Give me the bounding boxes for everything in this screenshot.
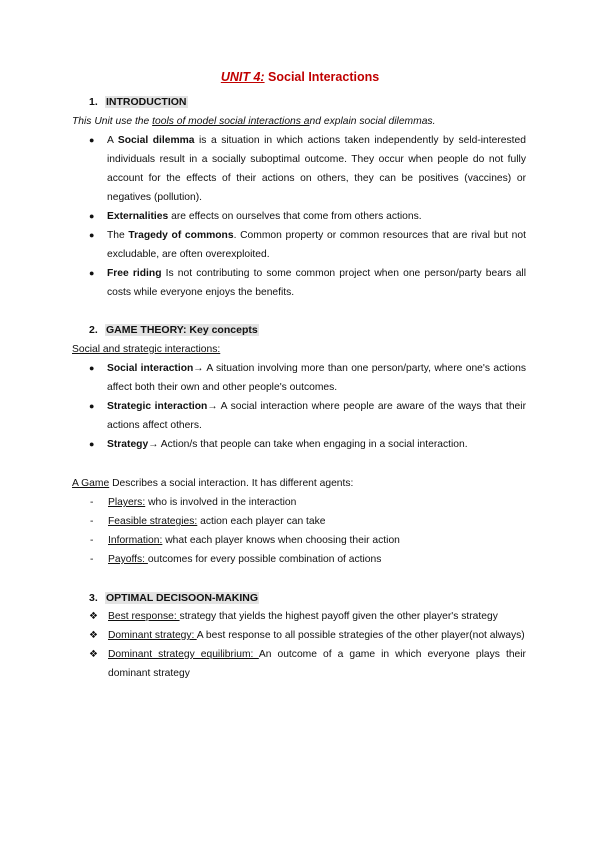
section-2-subheading: Social and strategic interactions: xyxy=(72,344,221,355)
list-item: ❖ Dominant strategy: A best response to all possible strategies of the other player(not always) xyxy=(89,626,526,645)
bullet-icon: ● xyxy=(89,211,95,221)
bullet-icon: ● xyxy=(89,268,95,278)
diamond-bullet-icon: ❖ xyxy=(89,649,98,660)
arrow-icon: → xyxy=(193,363,204,374)
list-item: ● A Social dilemma is a situation in which actions taken independently by seld-interested individuals result in a socially suboptimal outcome. They occur when people do not fully account for the effects of their actions on others, they can be positives (vaccines) or negatives (pollution). xyxy=(89,131,526,207)
game-definition: A Game Describes a social interaction. It has different agents: xyxy=(72,478,354,489)
section-1-intro: This Unit use the tools of model social interactions and explain social dilemmas. xyxy=(72,116,436,127)
arrow-icon: → xyxy=(207,401,218,412)
title-unit: UNIT 4: xyxy=(220,70,265,84)
section-1-heading: 1. INTRODUCTION xyxy=(89,96,187,108)
section-3-list xyxy=(89,607,526,683)
section-3-heading: 3. OPTIMAL DECISOON-MAKING xyxy=(89,592,259,604)
bullet-icon: ● xyxy=(89,135,95,145)
list-item: ● Externalities are effects on ourselves that come from others actions. xyxy=(89,207,526,226)
list-item: - Feasible strategies: action each player can take xyxy=(90,516,326,527)
diamond-bullet-icon: ❖ xyxy=(89,630,98,641)
bullet-icon: ● xyxy=(89,363,95,373)
list-item: - Players: who is involved in the interaction xyxy=(90,497,297,508)
list-item: - Payoffs: outcomes for every possible combination of actions xyxy=(90,554,382,565)
list-item: ● The Tragedy of commons. Common property or common resources that are rival but not excludable, are often overexploited. xyxy=(89,226,526,264)
arrow-icon: → xyxy=(148,439,159,450)
list-item: ● Social interaction→ A situation involving more than one person/party, where one's actions affect both their own and other people's outcomes. xyxy=(89,359,526,397)
list-item: ❖ Best response: strategy that yields the highest payoff given the other player's strategy xyxy=(89,607,526,626)
list-item: ❖ Dominant strategy equilibrium: An outcome of a game in which everyone plays their dominant strategy xyxy=(89,645,526,683)
page-title xyxy=(0,70,600,84)
diamond-bullet-icon: ❖ xyxy=(89,611,98,622)
bullet-icon: ● xyxy=(89,439,95,449)
section-2-bullet-list xyxy=(89,359,526,454)
section-1-bullet-list xyxy=(89,131,526,302)
list-item: - Information: what each player knows when choosing their action xyxy=(90,535,400,546)
list-item: ● Free riding Is not contributing to some common project when one person/party bears all costs while everyone enjoys the benefits. xyxy=(89,264,526,302)
bullet-icon: ● xyxy=(89,230,95,240)
section-2-heading: 2. GAME THEORY: Key concepts xyxy=(89,324,258,336)
title-name: Social Interactions xyxy=(264,70,380,84)
list-item: ● Strategy→ Action/s that people can take when engaging in a social interaction. xyxy=(89,435,526,454)
bullet-icon: ● xyxy=(89,401,95,411)
list-item: ● Strategic interaction→ A social interaction where people are aware of the ways that their actions affect others. xyxy=(89,397,526,435)
agents-list xyxy=(89,493,529,569)
